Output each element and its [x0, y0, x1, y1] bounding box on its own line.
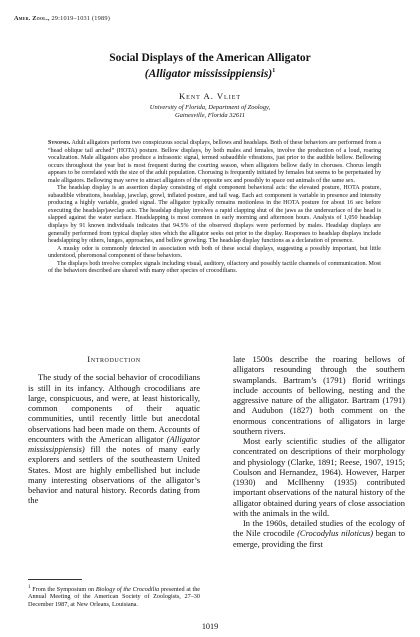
- abstract-paragraph-2: The headslap display is an assertion display consisting of eight component behavioral acts: the elevated posture, HOTA posture, subaudible vibrations, headslap, jawclap, growl, inflated posture, and tail wag. Each act component is variable in presence and intensity producing a highly variable, graded signal. The alligator typically remains motionless in the HOTA posture for about 16 sec before executing the headslap/jawclap acts. The headslap display involves a rapid clapping shut of the jaws as the undersurface of the head is slapped against the water surface. Headslapping is most common in early morning and afternoon hours. Analysis of 1,050 headslap displays by 91 known individuals indicates that 94.5% of the observed displays were performed by males. Headslap displays are generally performed from typical display sites which the alligator seeks out prior to the display. Responses to headslap displays include headslapping by others, lunges, approaches, and bellow growling. The headslap display functions as a declaration of presence.: [48, 185, 381, 245]
- affiliation-line-2: Gainesville, Florida 32611: [174, 112, 246, 120]
- intro-text-1a: The study of the social behavior of crocodilians is still in its infancy. Although crocodilians are large, conspicuous, and were, at least historically, common components of their aquatic communities, until recently little but anecdotal observations had been made on them. Accounts of encounters with the American alligator: [28, 372, 200, 444]
- article-subtitle: [40, 65, 380, 81]
- footnote-rule: [28, 579, 82, 580]
- author-name: Kent A. Vliet: [178, 90, 242, 101]
- footnote: [28, 579, 200, 608]
- footnote-text: [28, 584, 200, 608]
- species-name-alligator: (Alligator mississippiensis): [28, 433, 200, 454]
- intro-paragraph-1: [28, 372, 200, 505]
- right-column: [233, 354, 405, 549]
- title-block: [40, 52, 380, 120]
- section-heading-introduction: Introduction: [87, 354, 141, 364]
- intro-paragraph-2: Most early scientific studies of the alligator concentrated on descriptions of their morphology and physiology (Clarke, 1891; Reese, 1907, 1915; Coulson and Hernandez, 1964). However, Harper (1930) and McIlhenny (1935) contributed important observations of the natural history of the alligator obtained during years of close association with the animals in the wild.: [233, 436, 405, 518]
- abstract-text-1: Adult alligators perform two conspicuous social displays, bellows and headslaps. Both of these behaviors are performed from a “head oblique tail arched” (HOTA) posture. Bellow displays, by both males and females, involve the production of a loud, roaring vocalization. Male alligators also produce a infrasonic signal, termed subaudible vibrations, just prior to the audible bellow. Bellowing occurs throughout the year but is most frequent during the courting season, when alligators bellow daily in choruses. Chorus length appears to be correlated with the size of the adult population. Chorusing is frequently initiated by females but seems to be perpetuated by male alligators. Bellowing may serve to attract alligators of the opposite sex and possibly to space out animals of the same sex.: [48, 140, 381, 184]
- abstract-keyword: Synopsis.: [48, 140, 71, 146]
- page-number: 1019: [201, 622, 219, 631]
- species-name-crocodile: (Crocodylus niloticus): [297, 528, 374, 539]
- journal-abbrev: Amer. Zool.,: [14, 15, 50, 22]
- affiliation: [40, 104, 380, 120]
- abstract-paragraph-4: The displays both involve complex signals including visual, auditory, olfactory and possibly tactile channels of communication. Most of the behaviors described are shared with many other species of crocodilians.: [48, 260, 381, 275]
- abstract: [48, 140, 381, 276]
- footnote-symposium-title: Biology of the Crocodilia: [95, 586, 160, 594]
- journal-citation: 29:1019–1031 (1989): [51, 15, 110, 22]
- intro-paragraph-1-cont: late 1500s describe the roaring bellows of alligators resounding through the southern swamplands. Bartram’s (1791) florid writings include accounts of bellowing, nesting and the aggressive nature of the alligator. Bartram (1791) and Audubon (1827) both comment on the enormous concentrations of alligators in large southern rivers.: [233, 354, 405, 436]
- abstract-paragraph-3: A musky odor is commonly detected in association with both of these social displays, suggesting a possibly important, but little understood, pheromonal component of these behaviors.: [48, 245, 381, 260]
- abstract-paragraph-1: [48, 140, 381, 185]
- intro-text-3a: In the 1960s, detailed studies of the ecology of the Nile crocodile: [233, 518, 405, 539]
- left-column: [28, 354, 200, 506]
- footnote-text-a: From the Symposium on: [32, 586, 95, 594]
- subtitle-text: (Alligator mississippiensis): [144, 67, 273, 80]
- intro-text-1b: fill the notes of many early explorers and settlers of the southeastern United States. Most are highly embellished but include many interesting observations of the alligator’s behavior and natural history. Records dating from the: [28, 444, 200, 506]
- running-head: [14, 15, 110, 22]
- footnote-text-b: presented at the Annual Meeting of the American Society of Zoologists, 27–30 December 1987, at New Orleans, Louisiana.: [28, 586, 201, 608]
- affiliation-line-1: University of Florida, Department of Zoology,: [149, 103, 271, 111]
- footnote-mark: 1: [28, 584, 31, 590]
- intro-text-3b: began to emerge, providing the first: [233, 528, 406, 549]
- subtitle-footnote-mark: 1: [272, 68, 276, 74]
- intro-paragraph-3: [233, 518, 405, 549]
- article-title: Social Displays of the American Alligator: [109, 52, 311, 64]
